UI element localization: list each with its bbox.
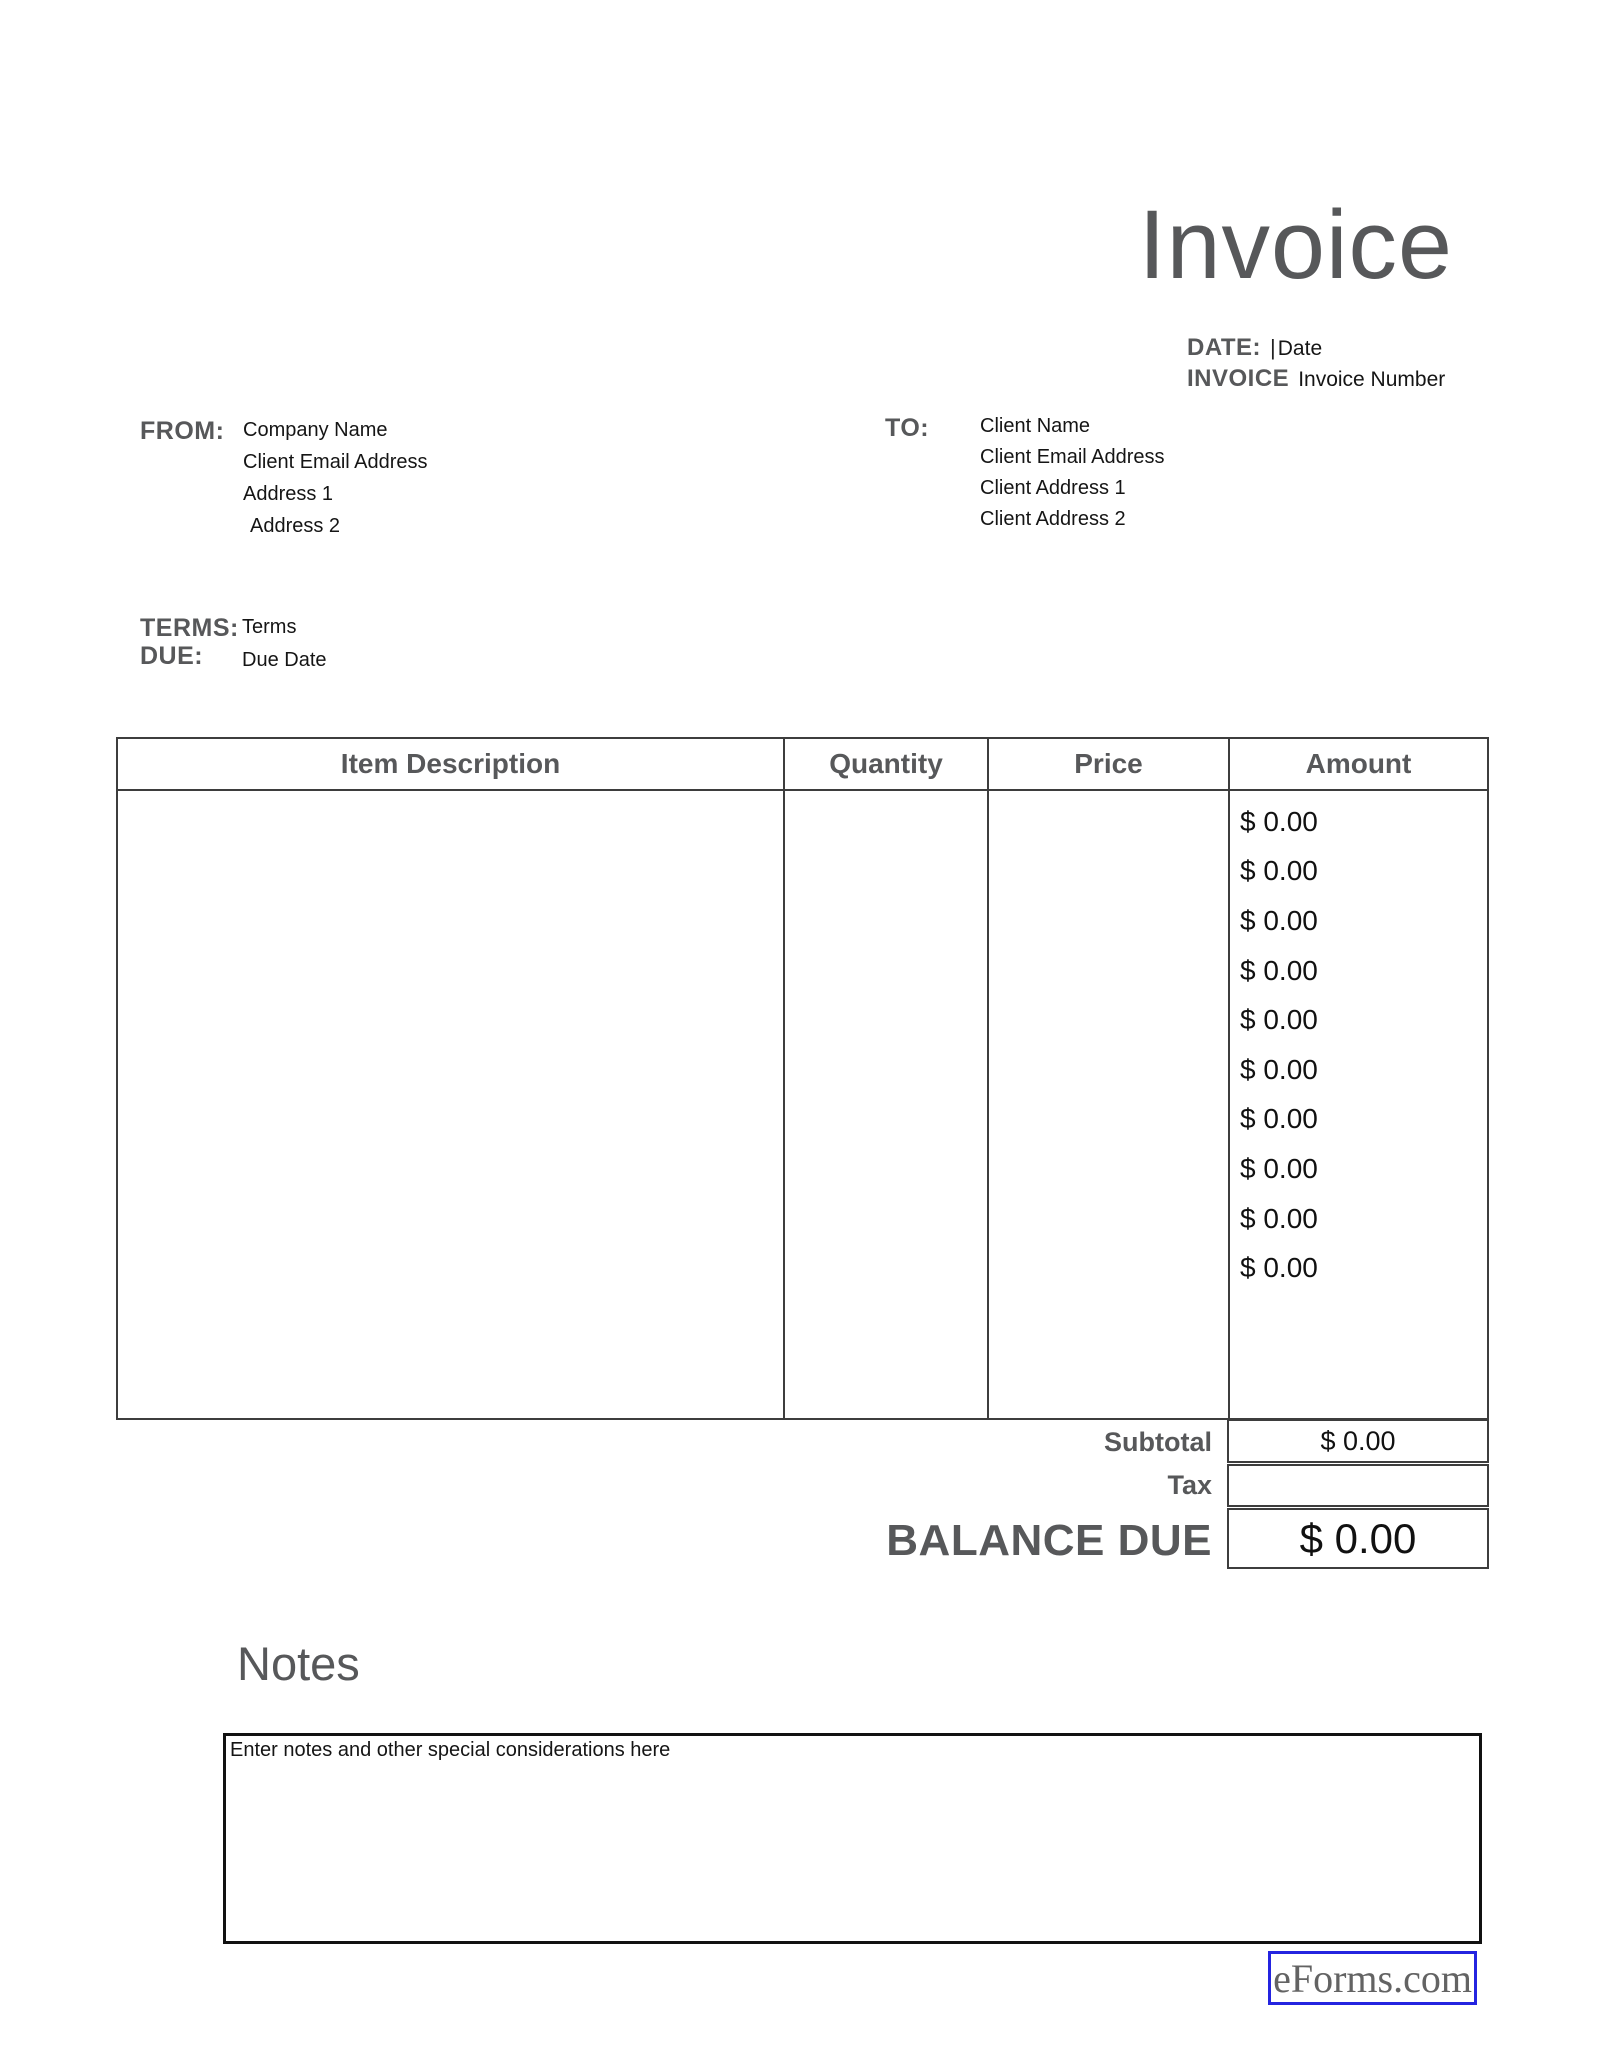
amount-cell[interactable]: $ 0.00 xyxy=(1240,954,1318,986)
header-item-description: Item Description xyxy=(340,748,561,779)
table-header-row xyxy=(118,739,1487,791)
invoice-meta xyxy=(1187,334,1445,393)
amount-cell[interactable]: $ 0.00 xyxy=(1240,1053,1318,1085)
amount-cell[interactable]: $ 0.00 xyxy=(1240,1152,1318,1184)
from-email-field[interactable]: Client Email Address xyxy=(243,451,428,473)
terms-label: TERMS: xyxy=(140,614,239,642)
date-row xyxy=(1187,334,1445,362)
line-items-table xyxy=(116,737,1489,1420)
to-client-name-field[interactable]: Client Name xyxy=(980,415,1091,437)
amount-cell[interactable]: $ 0.00 xyxy=(1240,904,1318,936)
subtotal-value: $ 0.00 xyxy=(1227,1419,1489,1463)
amount-cell[interactable]: $ 0.00 xyxy=(1240,1252,1318,1284)
to-email-field[interactable]: Client Email Address xyxy=(980,446,1165,468)
quantity-column[interactable] xyxy=(783,791,987,1418)
to-block xyxy=(980,413,1165,537)
invoice-number-field[interactable]: Invoice Number xyxy=(1298,368,1446,391)
to-address1-field[interactable]: Client Address 1 xyxy=(980,477,1126,499)
notes-field[interactable]: Enter notes and other special considerations here xyxy=(223,1733,1482,1944)
balance-due-label: BALANCE DUE xyxy=(886,1516,1212,1565)
terms-field[interactable]: Terms xyxy=(242,616,297,638)
amount-cell[interactable]: $ 0.00 xyxy=(1240,855,1318,887)
invoice-number-row xyxy=(1187,365,1445,393)
page-title: Invoice xyxy=(1138,190,1453,299)
date-label: DATE: xyxy=(1187,334,1262,361)
tax-label: Tax xyxy=(1167,1470,1212,1500)
tax-value-field[interactable] xyxy=(1227,1464,1489,1507)
item-description-column[interactable] xyxy=(118,791,783,1418)
amount-cell[interactable]: $ 0.00 xyxy=(1240,1004,1318,1036)
from-label: FROM: xyxy=(140,417,225,445)
header-quantity: Quantity xyxy=(783,739,987,789)
header-amount: Amount xyxy=(1228,739,1487,789)
balance-due-value: $ 0.00 xyxy=(1227,1508,1489,1569)
from-block xyxy=(243,417,428,545)
invoice-number-label: INVOICE xyxy=(1187,365,1290,392)
price-column[interactable] xyxy=(987,791,1228,1418)
notes-heading: Notes xyxy=(237,1637,360,1690)
amount-column xyxy=(1228,791,1487,1418)
table-body xyxy=(118,791,1487,1418)
eforms-brand-link[interactable]: eForms.com xyxy=(1268,1951,1477,2005)
from-company-field[interactable]: Company Name xyxy=(243,419,388,441)
date-field[interactable]: Date xyxy=(1277,337,1323,360)
text-cursor: | xyxy=(1270,335,1276,360)
subtotal-label: Subtotal xyxy=(1104,1427,1212,1457)
to-address2-field[interactable]: Client Address 2 xyxy=(980,508,1126,530)
from-address2-field[interactable]: Address 2 xyxy=(250,515,341,537)
to-label: TO: xyxy=(885,414,930,442)
due-label: DUE: xyxy=(140,642,204,670)
from-address1-field[interactable]: Address 1 xyxy=(243,483,334,505)
amount-cell[interactable]: $ 0.00 xyxy=(1240,805,1318,837)
amount-cell[interactable]: $ 0.00 xyxy=(1240,1103,1318,1135)
amount-cell[interactable]: $ 0.00 xyxy=(1240,1202,1318,1234)
header-price: Price xyxy=(987,739,1228,789)
due-date-field[interactable]: Due Date xyxy=(242,649,327,671)
